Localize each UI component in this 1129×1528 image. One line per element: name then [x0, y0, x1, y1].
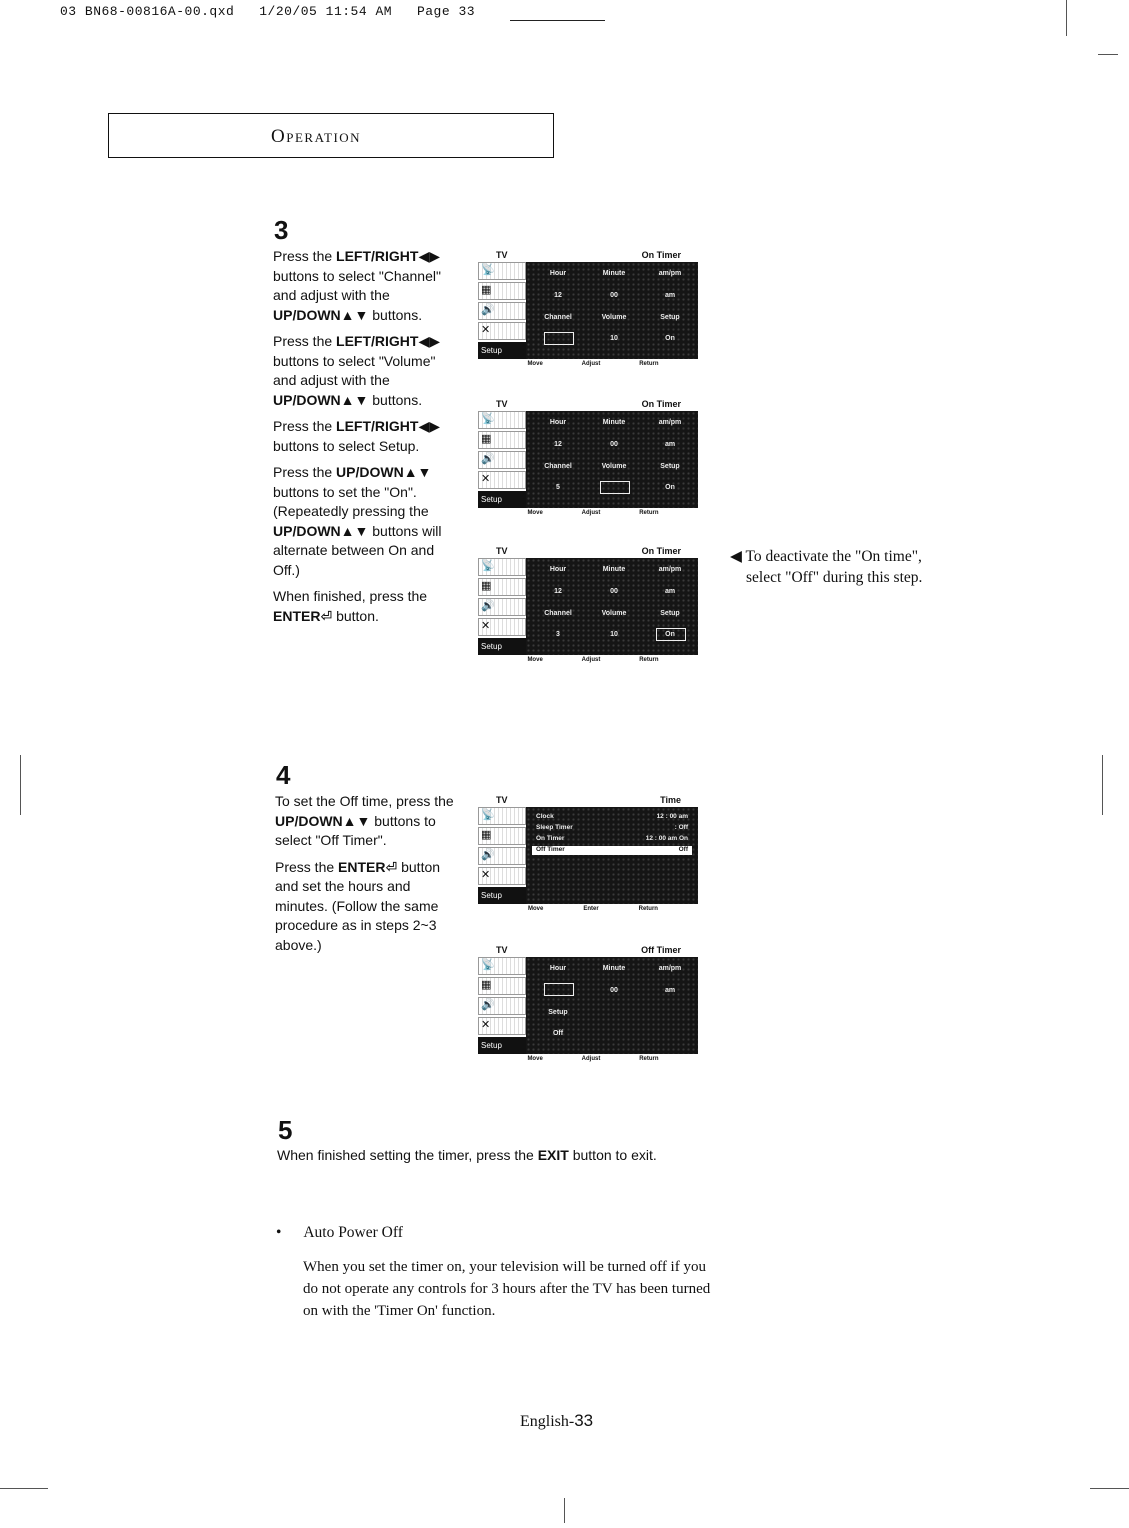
- osd-footer: [478, 508, 698, 520]
- slug-underline: [510, 20, 605, 21]
- instruction-text: Press the: [273, 333, 337, 349]
- osd-source: TV: [496, 399, 508, 409]
- instruction-text: buttons to set the "On". (Repeatedly pressing the: [273, 464, 436, 519]
- osd-setup-tab: Setup: [478, 491, 526, 508]
- instruction-text: Press the: [275, 858, 339, 875]
- osd-menu-label: Clock: [536, 813, 554, 820]
- osd-cell: Hour: [549, 270, 567, 277]
- instruction-paragraph: [273, 332, 458, 410]
- instruction-text: buttons.: [368, 391, 423, 408]
- osd-header: [478, 795, 698, 807]
- osd-menu-value: 12 : 00 am: [656, 813, 688, 820]
- osd-menu-icon: 🔊: [478, 302, 526, 320]
- osd-hint: Return: [639, 657, 659, 663]
- osd-menu-value: Off: [678, 846, 688, 853]
- auto-power-off-body: When you set the timer on, your television will be turned off if you do not operate any controls for 3 hours after the TV has been turned on with the 'Timer On' function.: [303, 1259, 711, 1319]
- button-name: LEFT/RIGHT◀▶: [336, 333, 440, 349]
- osd-cell: 12: [554, 441, 562, 448]
- crop-mark: [20, 755, 21, 815]
- button-name: UP/DOWN▲▼: [336, 464, 432, 480]
- osd-cell: Volume: [601, 463, 627, 470]
- osd-sidebar: [478, 957, 526, 1054]
- button-name: UP/DOWN▲▼: [275, 812, 371, 829]
- osd-menu-label: Sleep Timer: [536, 824, 573, 831]
- instruction-text: button.: [332, 607, 379, 624]
- osd-menu-row: [532, 835, 692, 844]
- osd-title: On Timer: [641, 546, 681, 556]
- osd-footer: [478, 1054, 698, 1066]
- auto-power-off-heading: [276, 1224, 403, 1242]
- button-name: EXIT: [537, 1147, 569, 1163]
- button-name: LEFT/RIGHT◀▶: [336, 248, 440, 264]
- osd-hint: Return: [638, 906, 658, 912]
- osd-cell: Hour: [549, 419, 567, 426]
- osd-menu-row: [532, 813, 692, 822]
- instruction-text: When finished setting the timer, press the: [277, 1147, 538, 1163]
- osd-cell: Setup: [660, 314, 680, 321]
- osd-cell: On: [665, 484, 675, 491]
- osd-menu-value: : Off: [674, 824, 688, 831]
- osd-hint: Move: [527, 657, 543, 663]
- button-name: ENTER⏎: [338, 858, 398, 875]
- crop-mark: [564, 1498, 565, 1523]
- crop-mark: [1102, 755, 1103, 815]
- osd-menu-icon: 📡: [478, 262, 526, 280]
- osd-hint: Move: [527, 510, 543, 516]
- instruction-paragraph: [273, 587, 458, 626]
- osd-sidebar: [478, 411, 526, 508]
- section-header: [108, 113, 554, 158]
- step-3-instructions: [273, 247, 458, 633]
- auto-power-off-title: Auto Power Off: [303, 1224, 403, 1241]
- osd-panel: [526, 411, 698, 508]
- instruction-paragraph: [277, 1146, 677, 1166]
- bullet-icon: •: [276, 1224, 282, 1241]
- osd-menu-icon: 📡: [478, 558, 526, 576]
- page-number: [520, 1411, 593, 1431]
- osd-screen-off-timer: [478, 945, 698, 1066]
- osd-hint: Move: [527, 1056, 543, 1062]
- osd-cell: On: [665, 335, 675, 342]
- instruction-text: buttons to select "Channel" and adjust with the: [273, 248, 445, 303]
- file-slug: 03 BN68-00816A-00.qxd 1/20/05 11:54 AM Page 33: [60, 4, 476, 19]
- osd-header: [478, 250, 698, 262]
- osd-cell: 3: [556, 631, 560, 638]
- osd-cell: 12: [554, 588, 562, 595]
- osd-panel: [526, 957, 698, 1054]
- osd-cell: am/pm: [658, 270, 682, 277]
- osd-setup-tab: Setup: [478, 342, 526, 359]
- osd-footer: [478, 359, 698, 371]
- osd-cell: am/pm: [658, 965, 682, 972]
- step-5-instructions: [277, 1146, 677, 1173]
- step-4-instructions: [275, 792, 460, 962]
- osd-screen-volume: [478, 399, 698, 520]
- page-language: English-: [520, 1413, 575, 1430]
- instruction-paragraph: [273, 463, 458, 580]
- osd-source: TV: [496, 250, 508, 260]
- osd-cell: On: [665, 631, 675, 638]
- osd-hint: Move: [527, 906, 544, 912]
- osd-cell: Off: [552, 1030, 564, 1037]
- osd-header: [478, 546, 698, 558]
- osd-cell: Setup: [660, 610, 680, 617]
- osd-cell: 00: [610, 987, 618, 994]
- osd-selection-box: [656, 628, 686, 641]
- osd-menu-icon: 📡: [478, 957, 526, 975]
- osd-source: TV: [496, 795, 508, 805]
- osd-menu-label: On Timer: [536, 835, 565, 842]
- instruction-text: button to exit.: [568, 1147, 657, 1163]
- osd-panel: [526, 558, 698, 655]
- osd-cell: Channel: [544, 314, 572, 321]
- osd-footer: [478, 904, 698, 916]
- osd-menu-icon: ✕: [478, 867, 526, 885]
- osd-footer: [478, 655, 698, 667]
- osd-hint: Adjust: [581, 361, 601, 367]
- step-number: 5: [278, 1115, 293, 1145]
- osd-menu-icon: 🔊: [478, 847, 526, 865]
- osd-selection-box: [544, 332, 574, 345]
- page-number-value: 33: [574, 1411, 594, 1430]
- step-number: 4: [276, 760, 291, 790]
- step-number: 3: [274, 215, 289, 245]
- osd-menu-row: [532, 846, 692, 855]
- instruction-text: buttons.: [368, 306, 423, 323]
- instruction-paragraph: [275, 792, 460, 851]
- instruction-text: buttons to select "Off Timer".: [275, 812, 440, 848]
- osd-cell: 12: [554, 292, 562, 299]
- osd-title: On Timer: [641, 250, 681, 260]
- osd-title: Off Timer: [641, 945, 681, 955]
- instruction-text: buttons to select Setup.: [273, 418, 444, 454]
- osd-menu-icon: 🔊: [478, 451, 526, 469]
- osd-cell: am/pm: [658, 566, 682, 573]
- osd-menu-row: [532, 824, 692, 833]
- osd-menu-icon: ✕: [478, 618, 526, 636]
- crop-mark: [0, 1488, 48, 1489]
- osd-sidebar: [478, 262, 526, 359]
- osd-cell: 10: [610, 335, 618, 342]
- osd-title: On Timer: [641, 399, 681, 409]
- osd-setup-tab: Setup: [478, 638, 526, 655]
- osd-menu-icon: ▦: [478, 578, 526, 596]
- osd-hint: Return: [639, 361, 659, 367]
- osd-hint: Adjust: [581, 510, 601, 516]
- osd-header: [478, 399, 698, 411]
- osd-cell: Minute: [602, 566, 626, 573]
- osd-sidebar: [478, 558, 526, 655]
- osd-hint: Adjust: [581, 657, 601, 663]
- button-name: LEFT/RIGHT◀▶: [336, 418, 440, 434]
- instruction-paragraph: [273, 247, 458, 325]
- osd-menu-icon: ▦: [478, 827, 526, 845]
- instruction-text: Press the: [273, 418, 337, 434]
- osd-menu-label: Off Timer: [536, 846, 565, 853]
- section-title: Operation: [271, 126, 362, 147]
- osd-hint: Move: [527, 361, 543, 367]
- osd-screen-channel: [478, 250, 698, 371]
- osd-hint: Enter: [583, 906, 599, 912]
- note-line-2: select "Off" during this step.: [746, 569, 923, 586]
- osd-menu-icon: ▦: [478, 282, 526, 300]
- osd-cell: am: [664, 588, 676, 595]
- osd-menu-icon: 🔊: [478, 997, 526, 1015]
- osd-cell: Minute: [602, 965, 626, 972]
- button-name: UP/DOWN▲▼: [273, 391, 369, 408]
- osd-cell: 00: [610, 441, 618, 448]
- crop-mark: [1090, 1488, 1129, 1489]
- osd-cell: Volume: [601, 610, 627, 617]
- osd-menu-icon: ▦: [478, 977, 526, 995]
- crop-mark: [1066, 0, 1067, 36]
- osd-cell: 5: [556, 484, 560, 491]
- osd-cell: Hour: [549, 965, 567, 972]
- osd-hint: Return: [639, 1056, 659, 1062]
- osd-panel: [526, 807, 698, 904]
- osd-cell: am/pm: [658, 419, 682, 426]
- button-name: ENTER⏎: [273, 607, 333, 624]
- instruction-text: buttons to select "Volume" and adjust with the: [273, 333, 444, 388]
- osd-cell: Volume: [601, 314, 627, 321]
- osd-source: TV: [496, 546, 508, 556]
- osd-selection-box: [600, 481, 630, 494]
- instruction-text: Press the: [273, 248, 337, 264]
- osd-cell: Setup: [660, 463, 680, 470]
- osd-screen-time-menu: [478, 795, 698, 916]
- osd-cell: Channel: [544, 610, 572, 617]
- osd-cell: 00: [610, 588, 618, 595]
- button-name: UP/DOWN▲▼: [273, 306, 369, 323]
- osd-cell: Setup: [548, 1009, 568, 1016]
- crop-mark: [1098, 54, 1118, 55]
- osd-cell: Minute: [602, 270, 626, 277]
- osd-menu-icon: ✕: [478, 1017, 526, 1035]
- instruction-text: To set the Off time, press the: [275, 793, 458, 809]
- osd-selection-box: [544, 983, 574, 996]
- osd-setup-tab: Setup: [478, 1037, 526, 1054]
- osd-hint: Adjust: [581, 1056, 601, 1062]
- osd-sidebar: [478, 807, 526, 904]
- osd-cell: 00: [610, 292, 618, 299]
- osd-source: TV: [496, 945, 508, 955]
- osd-menu-icon: ▦: [478, 431, 526, 449]
- osd-panel: [526, 262, 698, 359]
- osd-cell: 10: [610, 631, 618, 638]
- osd-header: [478, 945, 698, 957]
- osd-cell: am: [664, 441, 676, 448]
- button-name: UP/DOWN▲▼: [273, 522, 369, 539]
- osd-menu-icon: ✕: [478, 471, 526, 489]
- osd-cell: am: [664, 987, 676, 994]
- instruction-text: button and set the hours and minutes. (Follow the same procedure as in steps 2~3 above.): [275, 858, 444, 953]
- side-note: [730, 546, 922, 588]
- osd-menu-icon: ✕: [478, 322, 526, 340]
- instruction-paragraph: [273, 417, 458, 456]
- osd-menu-icon: 🔊: [478, 598, 526, 616]
- osd-menu-icon: 📡: [478, 807, 526, 825]
- osd-cell: Hour: [549, 566, 567, 573]
- osd-title: Time: [660, 795, 681, 805]
- instruction-text: buttons will alternate between On and Off.): [273, 522, 446, 578]
- instruction-text: Press the: [273, 464, 337, 480]
- osd-menu-icon: 📡: [478, 411, 526, 429]
- osd-setup-tab: Setup: [478, 887, 526, 904]
- instruction-paragraph: [275, 858, 460, 956]
- osd-screen-setup: [478, 546, 698, 667]
- note-line-1: ◀ To deactivate the "On time",: [730, 548, 922, 565]
- osd-cell: am: [664, 292, 676, 299]
- osd-cell: Channel: [544, 463, 572, 470]
- osd-menu-value: 12 : 00 am On: [645, 835, 688, 842]
- osd-hint: Return: [639, 510, 659, 516]
- osd-cell: Minute: [602, 419, 626, 426]
- instruction-text: When finished, press the: [273, 588, 431, 604]
